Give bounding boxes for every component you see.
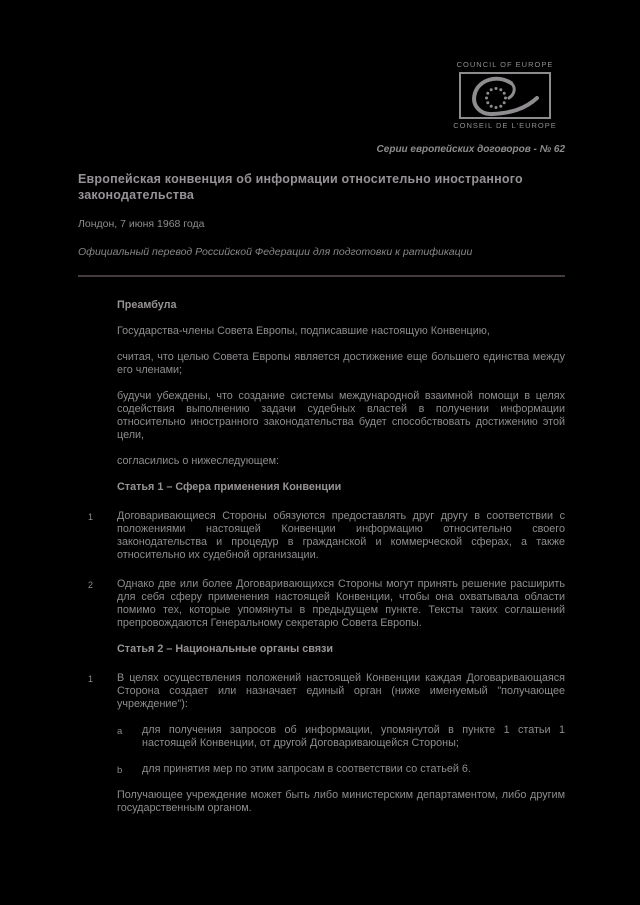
paragraph: согласились о нижеследующем: [117, 455, 279, 467]
lettered-item [117, 724, 565, 750]
paragraph: считая, что целью Совета Европы является достижение еще большего единства между его членами; [117, 351, 565, 376]
paragraph: будучи убеждены, что создание системы международной взаимной помощи в целях содействия выполнению задачи судебных властей в получении информации относительно иностранного законодательства будет способствовать достижению этой цели, [117, 390, 565, 441]
item-number: 2 [88, 580, 94, 590]
article-2-heading: Статья 2 – Национальные органы связи [117, 643, 334, 655]
treaty-series-label: Серии европейских договоров - № 62 [376, 144, 565, 155]
item-number: 1 [88, 512, 94, 522]
paragraph: Государства-члены Совета Европы, подписавшие настоящую Конвенцию, [117, 325, 490, 337]
divider [78, 275, 565, 277]
document-body [88, 299, 565, 828]
item-letter: b [117, 765, 123, 776]
translation-note: Официальный перевод Российской Федерации для подготовки к ратификации [78, 246, 473, 258]
numbered-item [88, 672, 565, 711]
date-line: Лондон, 7 июня 1968 года [78, 218, 205, 230]
item-number: 1 [88, 674, 94, 684]
item-letter: a [117, 726, 123, 737]
item-text: В целях осуществления положений настоящей Конвенции каждая Договаривающаяся Сторона создает или назначает единый орган (ниже именуемый "получающее учреждение"): [117, 672, 565, 710]
paragraph: Получающее учреждение может быть либо министерским департаментом, либо другим государственным органом. [117, 789, 565, 814]
article-1-heading: Статья 1 – Сфера применения Конвенции [117, 481, 342, 493]
logo-bottom-label: CONSEIL DE L'EUROPE [453, 121, 557, 130]
item-text: для принятия мер по этим запросам в соответствии со статьей 6. [142, 763, 471, 775]
item-text: Однако две или более Договаривающихся Стороны могут принять решение расширить для себя сферу применения настоящей Конвенции, чтобы она охватывала области помимо тех, которые упомянуты в предыдущем пункте. Тексты таких соглашений препровождаются Генеральному секретарю Совета Европы. [117, 578, 565, 629]
logo-top-label: COUNCIL OF EUROPE [456, 60, 554, 69]
numbered-item [88, 510, 565, 562]
item-text: для получения запросов об информации, упомянутой в пункте 1 статьи 1 настоящей Конвенции, от другой Договаривающейся Стороны; [142, 724, 565, 749]
logo-stars [485, 87, 507, 109]
document-title: Европейская конвенция об информации относительно иностранного законодательства [78, 172, 523, 202]
lettered-item [117, 763, 565, 776]
item-text: Договаривающиеся Стороны обязуются предоставлять друг другу в соответствии с положениями настоящей Конвенции информацию относительно своего законодательства и процедур в гражданской и коммерческой сферах, а также относительно их судебной организации. [117, 510, 565, 561]
council-of-europe-logo [448, 60, 562, 130]
preamble-heading: Преамбула [117, 299, 177, 311]
logo-emblem-icon [459, 72, 551, 119]
numbered-item [88, 578, 565, 630]
